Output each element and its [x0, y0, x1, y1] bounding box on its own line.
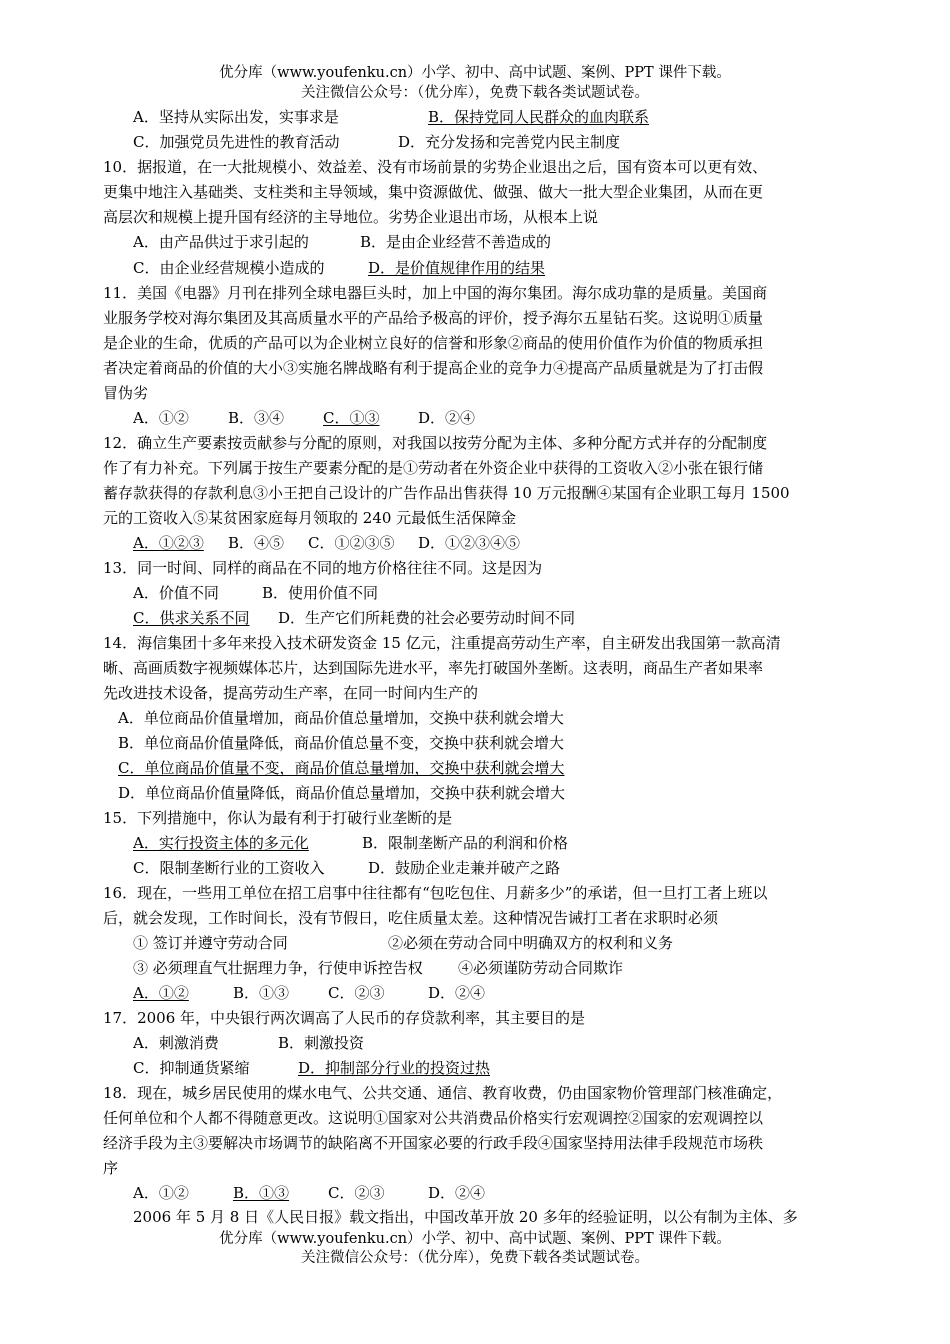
q14-option-a: A．单位商品价值量增加，商品价值总量增加，交换中获利就会增大: [118, 709, 564, 727]
q11-option-d: D．②④: [418, 409, 476, 427]
q13-option-d: D．生产它们所耗费的社会必要劳动时间不同: [278, 609, 576, 627]
q16-statement-3: ③ 必须理直气壮据理力争，行使申诉控告权: [133, 959, 423, 977]
q16-statement-1: ① 签订并遵守劳动合同: [133, 934, 288, 952]
q9-option-d: D．充分发扬和完善党内民主制度: [398, 133, 621, 151]
q16-option-a-answer: A．①②: [133, 984, 189, 1002]
q15-option-d: D．鼓励企业走兼并破产之路: [368, 859, 561, 877]
q15-option-c: C．限制垄断行业的工资收入: [133, 859, 325, 877]
q14-stem-line-3: 先改进技术设备，提高劳动生产率，在同一时间内生产的: [103, 684, 479, 702]
q16-option-d: D．②④: [428, 984, 486, 1002]
q12-option-d: D．①②③④⑤: [418, 534, 521, 552]
q18-stem-line-3: 经济手段为主③要解决市场调节的缺陷离不开国家必要的行政手段④国家坚持用法律手段规范市场秩: [103, 1134, 764, 1152]
q12-stem-line-2: 作了有力补充。下列属于按生产要素分配的是①劳动者在外资企业中获得的工资收入②小张在银行储: [103, 459, 764, 477]
q11-stem-line-1: 11．美国《电器》月刊在排列全球电器巨头时，加上中国的海尔集团。海尔成功靠的是质量。美国商: [103, 284, 768, 302]
q9-option-a: A．坚持从实际出发，实事求是: [133, 108, 339, 126]
q14-stem-line-2: 晰、高画质数字视频媒体芯片，达到国际先进水平，率先打破国外垄断。这表明，商品生产者如果率: [103, 659, 764, 677]
q13-option-c-answer: C．供求关系不同: [133, 609, 250, 627]
q17-option-a: A．刺激消费: [133, 1034, 219, 1052]
q10-stem-line-2: 更集中地注入基础类、支柱类和主导领域，集中资源做优、做强、做大一批大型企业集团，从而在更: [103, 183, 764, 201]
q11-stem-line-2: 业服务学校对海尔集团及其高质量水平的产品给予极高的评价，授予海尔五星钻石奖。这说明①质量: [103, 309, 764, 327]
q17-option-d-answer: D．抑制部分行业的投资过热: [298, 1059, 491, 1077]
q13-stem-line-1: 13．同一时间、同样的商品在不同的地方价格往往不同。这是因为: [103, 559, 543, 577]
q16-option-c: C．②③: [328, 984, 385, 1002]
q16-stem-line-1: 16．现在，一些用工单位在招工启事中往往都有“包吃包住、月薪多少”的承诺，但一旦打工者上班以: [103, 884, 768, 902]
q18-option-d: D．②④: [428, 1184, 486, 1202]
q18-stem-line-2: 任何单位和个人都不得随意更改。这说明①国家对公共消费品价格实行宏观调控②国家的宏观调控以: [103, 1109, 764, 1127]
q19-stem-line-1: 2006 年 5 月 8 日《人民日报》载文指出，中国改革开放 20 多年的经验证明，以公有制为主体、多: [133, 1208, 798, 1226]
q12-stem-line-4: 元的工资收入⑤某贫困家庭每月领取的 240 元最低生活保障金: [103, 509, 517, 527]
q16-statement-2: ②必须在劳动合同中明确双方的权利和义务: [388, 934, 674, 952]
q15-stem-line-1: 15．下列措施中，你认为最有利于打破行业垄断的是: [103, 809, 453, 827]
q10-option-d-answer: D．是价值规律作用的结果: [368, 259, 546, 277]
q15-option-b: B．限制垄断产品的利润和价格: [362, 834, 569, 852]
q11-option-c-answer: C．①③: [323, 409, 380, 427]
q18-option-b-answer: B．①③: [233, 1184, 290, 1202]
q10-stem-line-1: 10．据报道，在一大批规模小、效益差、没有市场前景的劣势企业退出之后，国有资本可以更有效、: [103, 158, 768, 176]
q11-option-a: A．①②: [133, 409, 189, 427]
q13-option-b: B．使用价值不同: [262, 584, 379, 602]
q14-option-d: D．单位商品价值量降低，商品价值总量增加，交换中获利就会增大: [118, 784, 566, 802]
q10-option-a: A．由产品供过于求引起的: [133, 233, 309, 251]
q12-stem-line-1: 12．确立生产要素按贡献参与分配的原则，对我国以按劳分配为主体、多种分配方式并存的分配制度: [103, 434, 768, 452]
q11-stem-line-5: 冒伪劣: [103, 384, 149, 402]
q17-stem-line-1: 17．2006 年，中央银行两次调高了人民币的存贷款利率，其主要目的是: [103, 1009, 586, 1027]
q18-option-a: A．①②: [133, 1184, 189, 1202]
q14-option-b: B．单位商品价值量降低，商品价值总量不变，交换中获利就会增大: [118, 734, 565, 752]
q11-stem-line-4: 者决定着商品的价值的大小③实施名牌战略有利于提高企业的竞争力④提高产品质量就是为了打击假: [103, 359, 764, 377]
q16-stem-line-2: 后，就会发现，工作时间长，没有节假日，吃住质量太差。这种情况告诫打工者在求职时必须: [103, 909, 719, 927]
q13-option-a: A．价值不同: [133, 584, 219, 602]
q12-option-b: B．④⑤: [228, 534, 285, 552]
q17-option-c: C．抑制通货紧缩: [133, 1059, 250, 1077]
q18-stem-line-4: 序: [103, 1159, 119, 1177]
q10-option-c: C．由企业经营规模小造成的: [133, 259, 325, 277]
q16-statement-4: ④必须谨防劳动合同欺诈: [458, 959, 624, 977]
q16-option-b: B．①③: [233, 984, 290, 1002]
page-header-line-2: 关注微信公众号：（优分库），免费下载各类试题试卷。: [301, 85, 649, 101]
q18-option-c: C．②③: [328, 1184, 385, 1202]
q9-option-c: C．加强党员先进性的教育活动: [133, 133, 340, 151]
q9-option-b-answer: B．保持党同人民群众的血肉联系: [428, 108, 650, 126]
q10-stem-line-3: 高层次和规模上提升国有经济的主导地位。劣势企业退出市场，从根本上说: [103, 208, 599, 226]
q12-stem-line-3: 蓄存款获得的存款利息③小王把自己设计的广告作品出售获得 10 万元报酬④某国有企业职工每月 1500: [103, 484, 790, 502]
q10-option-b: B．是由企业经营不善造成的: [360, 233, 552, 251]
q11-stem-line-3: 是企业的生命，优质的产品可以为企业树立良好的信誉和形象②商品的使用价值作为价值的物质承担: [103, 334, 764, 352]
q15-option-a-answer: A．实行投资主体的多元化: [133, 834, 309, 852]
q18-stem-line-1: 18．现在，城乡居民使用的煤水电气、公共交通、通信、教育收费，仍由国家物价管理部门核准确定，: [103, 1084, 783, 1102]
page-footer-line-2: 关注微信公众号：（优分库），免费下载各类试题试卷。: [301, 1250, 649, 1266]
page-header-line-1: 优分库（www.youfenku.cn）小学、初中、高中试题、案例、PPT 课件下载。: [219, 65, 731, 81]
q12-option-c: C．①②③⑤: [308, 534, 395, 552]
q17-option-b: B．刺激投资: [278, 1034, 365, 1052]
q11-option-b: B．③④: [228, 409, 285, 427]
q12-option-a-answer: A．①②③: [133, 534, 204, 552]
q14-stem-line-1: 14．海信集团十多年来投入技术研发资金 15 亿元，注重提高劳动生产率，自主研发出我国第一款高清: [103, 634, 781, 652]
page-footer-line-1: 优分库（www.youfenku.cn）小学、初中、高中试题、案例、PPT 课件下载。: [219, 1231, 731, 1247]
q14-option-c-answer: C．单位商品价值量不变，商品价值总量增加，交换中获利就会增大: [118, 759, 565, 777]
